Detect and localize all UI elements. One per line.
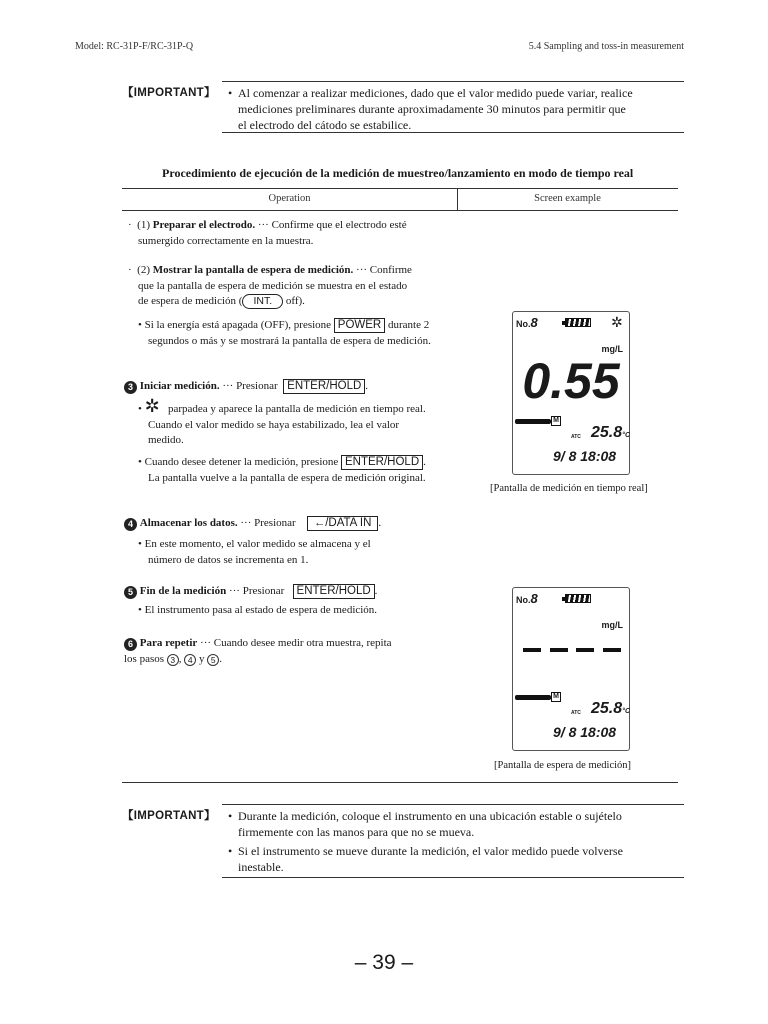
step-6-text: los pasos (124, 652, 165, 665)
column-header-screen: Screen example (534, 193, 601, 204)
datetime: 9/ 8 18:08 (553, 724, 617, 740)
procedure-title: Procedimiento de ejecución de la medición de muestreo/lanzamiento en modo de tiempo real (162, 166, 634, 180)
important-box (222, 81, 684, 133)
step-ref: 3 (167, 654, 179, 666)
step-3 (124, 379, 368, 395)
battery-icon (565, 318, 591, 327)
temperature (591, 424, 630, 442)
step-ref: 4 (184, 654, 196, 666)
step-1-text: sumergido correctamente en la muestra. (138, 234, 314, 247)
page-number: – 39 – (354, 951, 414, 974)
step-6-number: 6 (124, 638, 137, 651)
table-header (122, 189, 678, 211)
step-5-title: Fin de la medición (139, 585, 227, 597)
enter-hold-key: ENTER/HOLD (341, 455, 423, 470)
step-2-note: • Si la energía está apagada (OFF), presione POWER durante 2 segundos o más y se mostrará la pantalla de espera de medición. (138, 318, 431, 349)
important-item (228, 808, 678, 840)
step-1: · (1) Preparar el electrodo. ··· Confirme que el electrodo esté sumergido correctamente en la muestra. (128, 218, 407, 249)
screen-realtime (512, 311, 630, 475)
column-header-operation: Operation (268, 193, 311, 204)
important-tag: 【IMPORTANT】 (122, 810, 216, 822)
data-in-key: ←/DATA IN (307, 516, 379, 531)
step-5-bullet-text: El instrumento pasa al estado de espera de medición. (144, 604, 378, 616)
step-3-bullet-text: medido. (148, 434, 184, 446)
step-5-number: 5 (124, 586, 137, 599)
important-line: Al comenzar a realizar mediciones, dado que el valor medido puede variar, realice (238, 86, 633, 100)
important-box (222, 804, 684, 878)
step-2-title: Mostrar la pantalla de espera de medición. (152, 264, 354, 276)
measured-value: 0.55 (522, 353, 620, 409)
step-6-title: Para repetir (139, 637, 198, 649)
data-number-label: No. (516, 319, 531, 329)
step-3-bullet-text: parpadea y aparece la pantalla de medición en tiempo real. (167, 403, 426, 415)
step-2: · (2) Mostrar la pantalla de espera de medición. ··· Confirme que la pantalla de espera de medición se muestra en el estado de espera de medición ( INT. off). (128, 264, 412, 307)
data-number (516, 591, 538, 606)
screen-1-caption: [Pantalla de medición en tiempo real] (490, 483, 648, 494)
step-4-text: . (378, 517, 382, 529)
data-number-label: No. (516, 595, 531, 605)
step-2-text: de espera de medición ( (138, 295, 243, 307)
step-1-number: (1) (137, 219, 150, 231)
temperature-unit: °C (622, 708, 630, 715)
step-6-text: ··· Cuando desee medir otra muestra, repita (197, 637, 392, 649)
step-2-note-text: segundos o más y se mostrará la pantalla de espera de medición. (148, 334, 431, 347)
step-4-number: 4 (124, 518, 137, 531)
step-3-title: Iniciar medición. (139, 380, 220, 392)
important-line: mediciones preliminares durante aproximadamente 30 minutos para permitir que (238, 102, 626, 116)
unit-label: mg/L (601, 620, 623, 630)
important-line: firmemente con las manos para que no se mueva. (238, 825, 475, 839)
step-3-bullet-text: La pantalla vuelve a la pantalla de espera de medición original. (148, 471, 426, 484)
data-number-value: 8 (530, 591, 538, 606)
probe-m-label: M (551, 416, 561, 426)
important-line: el electrodo del cátodo se estabilice. (238, 118, 412, 132)
step-3-bullet-text: . (423, 456, 426, 468)
step-3-bullet-1: • ✲ parpadea y aparece la pantalla de medición en tiempo real. Cuando el valor medido se haya estabilizado, lea el valor medido. (138, 401, 426, 449)
probe-icon (515, 419, 551, 424)
important-item (228, 843, 678, 875)
step-3-bullet-text: Cuando el valor medido se haya estabilizado, lea el valor (148, 418, 400, 431)
temperature-unit: °C (622, 432, 630, 439)
step-3-text: . (365, 380, 369, 392)
measurement-spark-icon: ✲ (611, 314, 623, 330)
step-5-text: . (374, 585, 378, 597)
step-5 (124, 584, 377, 600)
bullet: • (228, 86, 233, 100)
step-5-bullet: • El instrumento pasa al estado de espera de medición. (138, 604, 378, 616)
important-line: inestable. (238, 860, 284, 874)
step-ref: 5 (207, 654, 219, 666)
step-4-bullet-text: número de datos se incrementa en 1. (148, 553, 309, 566)
battery-icon (565, 594, 591, 603)
header-section: 5.4 Sampling and toss-in measurement (528, 41, 684, 52)
step-6 (124, 636, 392, 667)
temperature-value: 25.8 (591, 700, 623, 717)
step-3-bullet-2: • Cuando desee detener la medición, presione ENTER/HOLD . La pantalla vuelve a la pantalla de espera de medición original. (138, 455, 426, 486)
probe-m-label: M (551, 692, 561, 702)
enter-hold-key: ENTER/HOLD (283, 379, 365, 394)
screen-2-caption: [Pantalla de espera de medición] (494, 760, 632, 771)
header-model: Model: RC-31P-F/RC-31P-Q (75, 41, 194, 52)
step-2-text: off). (283, 295, 305, 307)
atc-label: ATC (571, 434, 581, 440)
bullet: • (228, 844, 233, 858)
screen-standby (512, 587, 630, 751)
step-4-bullet: • En este momento, el valor medido se almacena y el número de datos se incrementa en 1. (138, 537, 371, 568)
important-text (228, 85, 678, 133)
measurement-spark-icon: ✲ (144, 396, 160, 417)
step-4-bullet-text: En este momento, el valor medido se almacena y el (144, 538, 371, 550)
step-2-note-text: durante 2 (388, 319, 430, 331)
step-1-title: Preparar el electrodo. (152, 219, 256, 231)
bullet: • (228, 809, 233, 823)
power-key: POWER (334, 318, 385, 333)
data-number (516, 315, 538, 330)
important-top (122, 85, 684, 135)
important-line: Durante la medición, coloque el instrumento en una ubicación estable o sujételo (238, 809, 622, 823)
step-2-note-text: Si la energía está apagada (OFF), presione (144, 319, 332, 331)
important-line: Si el instrumento se mueve durante la medición, el valor medido puede volverse (238, 844, 623, 858)
step-4 (124, 516, 381, 532)
step-2-text: ··· Confirme (353, 264, 412, 276)
probe-icon (515, 695, 551, 700)
datetime: 9/ 8 18:08 (553, 448, 617, 464)
unit-label: mg/L (601, 344, 623, 354)
temperature (591, 700, 630, 718)
step-3-bullet-text: Cuando desee detener la medición, presione (144, 456, 339, 468)
standby-dashes (523, 648, 621, 652)
temperature-value: 25.8 (591, 424, 623, 441)
int-key: INT. (242, 294, 283, 309)
data-number-value: 8 (530, 315, 538, 330)
important-tag: 【IMPORTANT】 (122, 87, 216, 99)
step-4-title: Almacenar los datos. (139, 517, 238, 529)
step-6-text: . (219, 652, 223, 665)
step-3-number: 3 (124, 381, 137, 394)
step-4-text: ··· Presionar (237, 517, 296, 529)
step-3-text: ··· Presionar (219, 380, 278, 392)
step-6-text: y (199, 652, 205, 665)
step-2-text: que la pantalla de espera de medición se muestra en el estado (138, 279, 408, 292)
step-6-text: , (178, 652, 182, 665)
atc-label: ATC (571, 710, 581, 716)
step-1-text: ··· Confirme que el electrodo esté (255, 219, 407, 231)
step-2-number: (2) (137, 264, 150, 276)
enter-hold-key: ENTER/HOLD (293, 584, 375, 599)
step-5-text: ··· Presionar (226, 585, 285, 597)
